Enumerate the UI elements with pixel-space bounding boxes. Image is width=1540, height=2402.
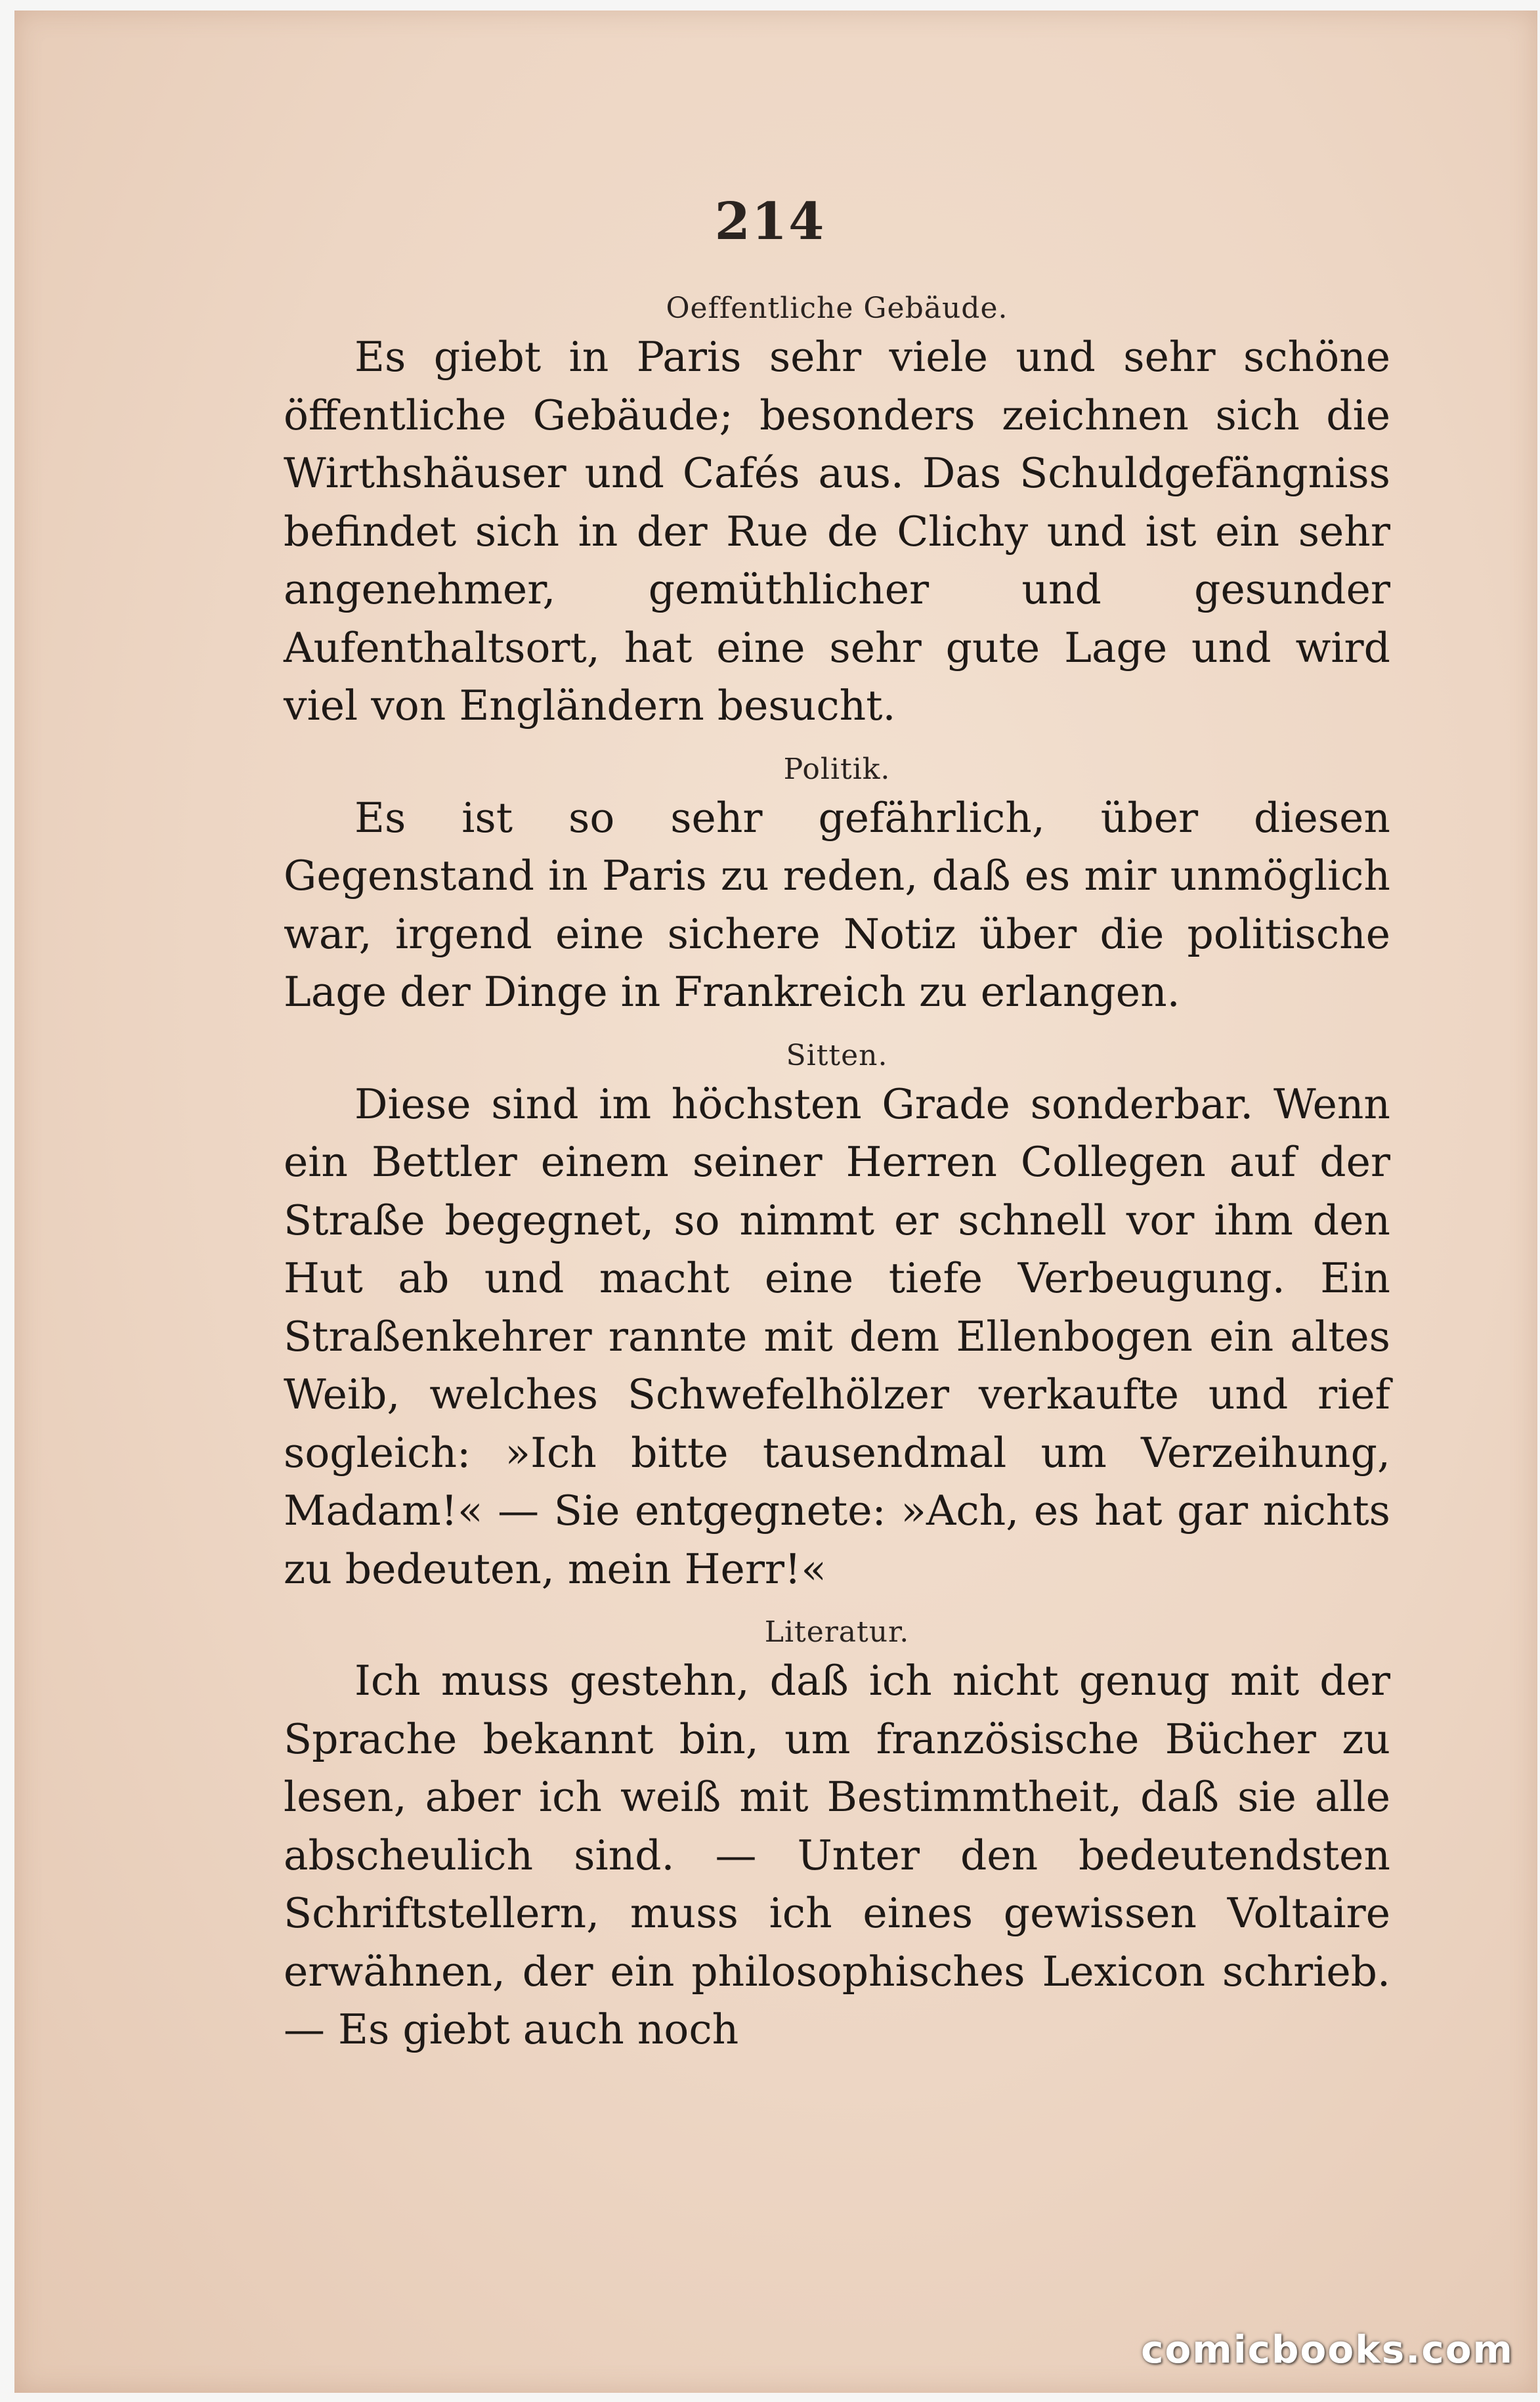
section-paragraph-literatur: Ich muss gestehn, daß ich nicht genug mit der Sprache bekannt bin, um französische Bücher zu lesen, aber ich weiß mit Bestimmtheit, daß sie alle abscheulich sind. — Unter den bedeutendsten Schriftstellern, muss ich eines gewissen Voltaire erwähnen, der ein philosophisches Lexicon schrieb. — Es giebt auch noch [284,1657,1390,2053]
section-heading-sitten: Sitten. [786,1038,888,1072]
section-paragraph-politik: Es ist so sehr gefährlich, über diesen Gegenstand in Paris zu reden, daß es mir unmöglich war, irgend eine sichere Notiz über die politische Lage der Dinge in Frankreich zu erlangen. [284,793,1390,1016]
page-body [284,289,1390,2059]
page-number: 214 [714,192,826,251]
section-heading-literatur: Literatur. [764,1615,910,1649]
watermark-text: comicbooks.com [1141,2327,1514,2372]
section-paragraph-sitten: Diese sind im höchsten Grade sonderbar. Wenn ein Bettler einem seiner Herren Collegen auf der Straße begegnet, so nimmt er schnell vor ihm den Hut ab und macht eine tiefe Verbeugung. Ein Straßenkehrer rannte mit dem Ellenbogen ein altes Weib, welches Schwefelhölzer verkaufte und rief sogleich: »Ich bitte tausendmal um Verzeihung, Madam!« — Sie entgegnete: »Ach, es hat gar nichts zu bedeuten, mein Herr!« [284,1080,1390,1593]
section-paragraph-oeffentliche-gebaeude: Es giebt in Paris sehr viele und sehr schöne öffentliche Gebäude; besonders zeichnen sich die Wirthshäuser und Cafés aus. Das Schuldgefängniss befindet sich in der Rue de Clichy und ist ein sehr angenehmer, gemüthlicher und gesunder Aufenthaltsort, hat eine sehr gute Lage und wird viel von Engländern besucht. [284,333,1390,730]
section-heading-oeffentliche-gebaeude: Oeffentliche Gebäude. [666,292,1008,325]
section-heading-politik: Politik. [783,752,891,786]
